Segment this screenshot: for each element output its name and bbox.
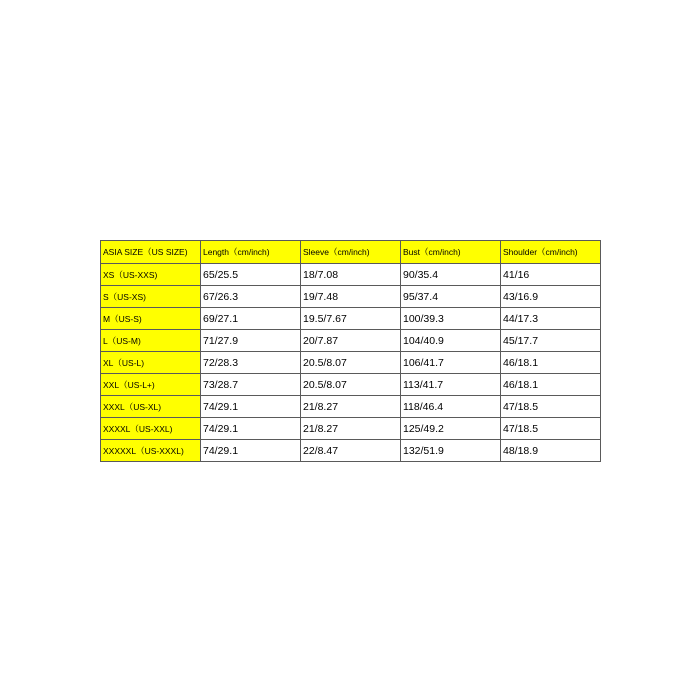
shoulder-cell: 43/16.9 bbox=[501, 286, 601, 308]
table-row bbox=[101, 264, 601, 286]
table-row bbox=[101, 286, 601, 308]
table-row bbox=[101, 308, 601, 330]
header-asia-size: ASIA SIZE（US SIZE) bbox=[101, 241, 201, 264]
length-cell: 67/26.3 bbox=[201, 286, 301, 308]
sleeve-cell: 20/7.87 bbox=[301, 330, 401, 352]
length-cell: 71/27.9 bbox=[201, 330, 301, 352]
size-cell: XL（US-L) bbox=[101, 352, 201, 374]
bust-cell: 95/37.4 bbox=[401, 286, 501, 308]
sleeve-cell: 21/8.27 bbox=[301, 396, 401, 418]
table-row bbox=[101, 396, 601, 418]
size-chart-table bbox=[100, 240, 601, 462]
sleeve-cell: 20.5/8.07 bbox=[301, 374, 401, 396]
shoulder-cell: 47/18.5 bbox=[501, 396, 601, 418]
table-row bbox=[101, 418, 601, 440]
length-cell: 73/28.7 bbox=[201, 374, 301, 396]
sleeve-cell: 19/7.48 bbox=[301, 286, 401, 308]
size-cell: XXL（US-L+) bbox=[101, 374, 201, 396]
shoulder-cell: 41/16 bbox=[501, 264, 601, 286]
shoulder-cell: 46/18.1 bbox=[501, 352, 601, 374]
shoulder-cell: 44/17.3 bbox=[501, 308, 601, 330]
table-row bbox=[101, 440, 601, 462]
shoulder-cell: 45/17.7 bbox=[501, 330, 601, 352]
table-row bbox=[101, 330, 601, 352]
size-cell: L（US-M) bbox=[101, 330, 201, 352]
sleeve-cell: 22/8.47 bbox=[301, 440, 401, 462]
size-cell: XXXXXL（US-XXXL) bbox=[101, 440, 201, 462]
size-cell: XS（US-XXS) bbox=[101, 264, 201, 286]
header-bust: Bust（cm/inch) bbox=[401, 241, 501, 264]
length-cell: 74/29.1 bbox=[201, 440, 301, 462]
header-length: Length（cm/inch) bbox=[201, 241, 301, 264]
size-chart-header bbox=[101, 241, 601, 264]
bust-cell: 106/41.7 bbox=[401, 352, 501, 374]
table-row bbox=[101, 374, 601, 396]
size-cell: XXXXL（US-XXL) bbox=[101, 418, 201, 440]
shoulder-cell: 48/18.9 bbox=[501, 440, 601, 462]
length-cell: 72/28.3 bbox=[201, 352, 301, 374]
length-cell: 69/27.1 bbox=[201, 308, 301, 330]
bust-cell: 113/41.7 bbox=[401, 374, 501, 396]
bust-cell: 118/46.4 bbox=[401, 396, 501, 418]
shoulder-cell: 47/18.5 bbox=[501, 418, 601, 440]
length-cell: 65/25.5 bbox=[201, 264, 301, 286]
header-shoulder: Shoulder（cm/inch) bbox=[501, 241, 601, 264]
sleeve-cell: 18/7.08 bbox=[301, 264, 401, 286]
bust-cell: 100/39.3 bbox=[401, 308, 501, 330]
shoulder-cell: 46/18.1 bbox=[501, 374, 601, 396]
size-cell: S（US-XS) bbox=[101, 286, 201, 308]
length-cell: 74/29.1 bbox=[201, 418, 301, 440]
header-row bbox=[101, 241, 601, 264]
size-cell: XXXL（US-XL) bbox=[101, 396, 201, 418]
size-chart-body bbox=[101, 264, 601, 462]
bust-cell: 132/51.9 bbox=[401, 440, 501, 462]
sleeve-cell: 19.5/7.67 bbox=[301, 308, 401, 330]
sleeve-cell: 20.5/8.07 bbox=[301, 352, 401, 374]
sleeve-cell: 21/8.27 bbox=[301, 418, 401, 440]
table-row bbox=[101, 352, 601, 374]
bust-cell: 90/35.4 bbox=[401, 264, 501, 286]
length-cell: 74/29.1 bbox=[201, 396, 301, 418]
bust-cell: 104/40.9 bbox=[401, 330, 501, 352]
bust-cell: 125/49.2 bbox=[401, 418, 501, 440]
size-cell: M（US-S) bbox=[101, 308, 201, 330]
header-sleeve: Sleeve（cm/inch) bbox=[301, 241, 401, 264]
